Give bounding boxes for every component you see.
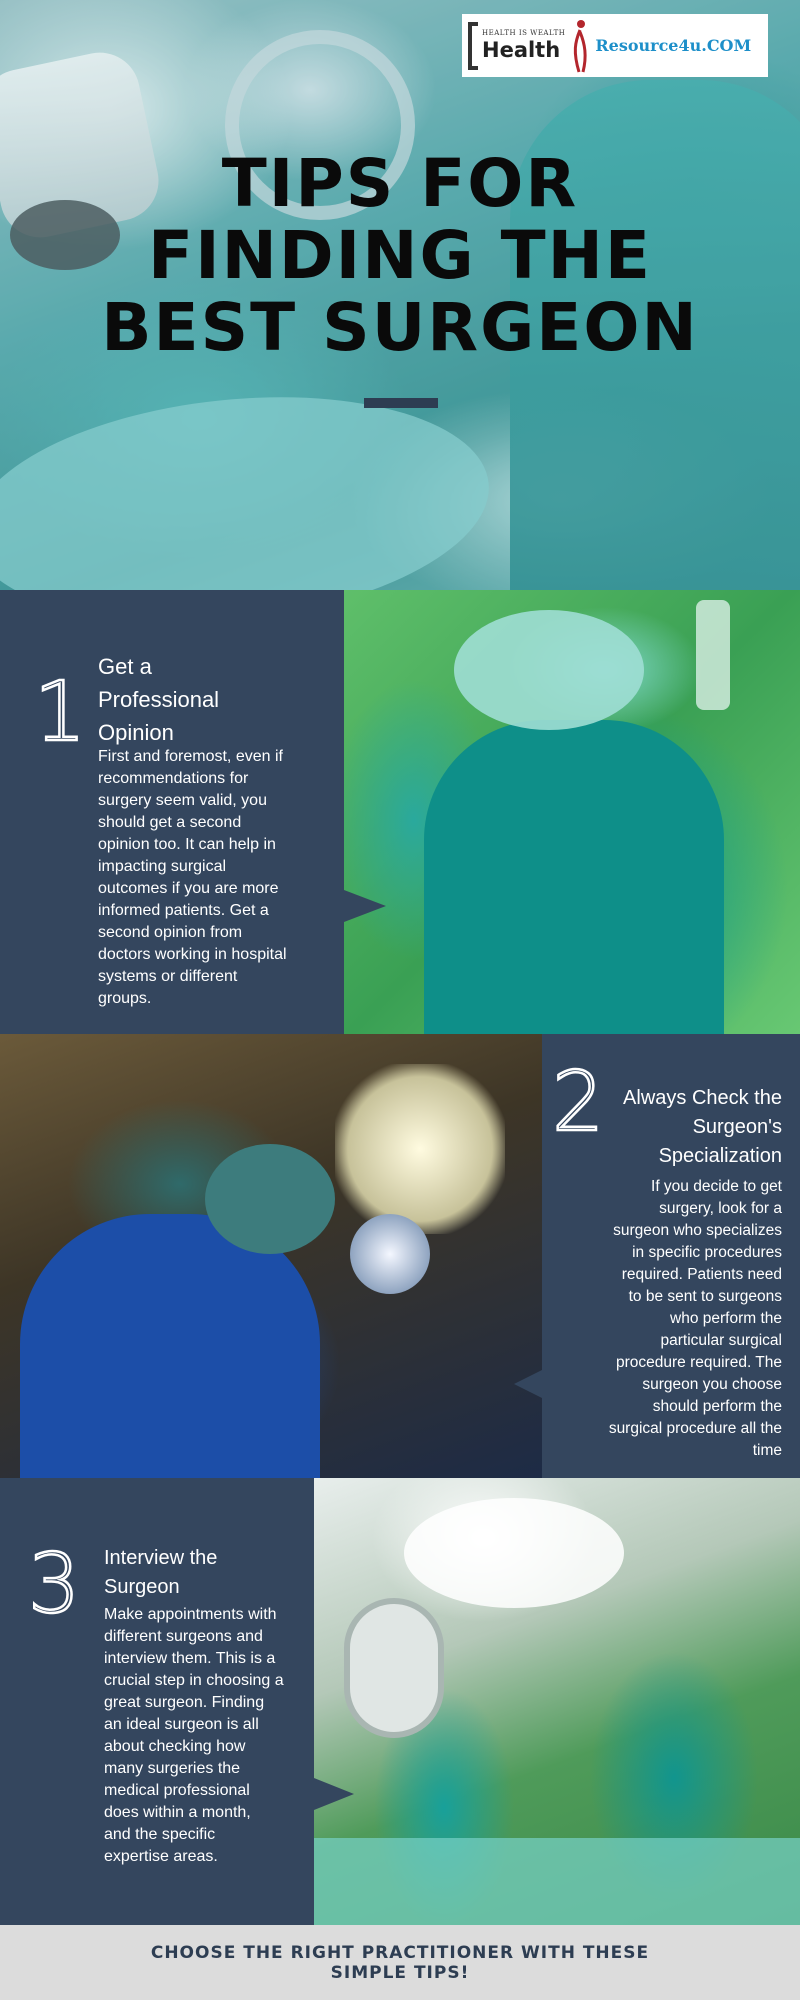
title-line: BEST SURGEON	[101, 289, 699, 366]
logo-brand-right: Resource4u.COM	[595, 36, 752, 55]
tip-2-photo-surgeons	[0, 1034, 542, 1478]
hero-banner	[0, 0, 800, 590]
title-line: TIPS FOR	[221, 145, 579, 222]
tip-3-photo-operating-room	[314, 1478, 800, 1925]
title-line: FINDING THE	[148, 217, 652, 294]
page-title	[0, 145, 800, 366]
tip-2-body: If you decide to get surgery, look for a surgeon who specializes in specific procedures required. Patients need to be sent to surgeons who perform the particular surgical procedure required. The surgeon you choose should perform the surgical procedure all the time	[608, 1178, 782, 1459]
tip-1-title: Get a Professional Opinion	[98, 654, 220, 745]
logo-bracket-icon	[468, 22, 478, 70]
logo-brand-left: Health	[482, 38, 561, 62]
tip-1-panel	[0, 590, 344, 1034]
tip-3-number: 3	[28, 1537, 81, 1632]
footer-banner	[0, 1925, 800, 2000]
tip-2-title: Always Check the Surgeon's Specialization	[623, 1087, 782, 1167]
tip-3-pointer-arrow	[314, 1778, 354, 1810]
tip-2-panel	[542, 1034, 800, 1478]
tip-3-panel	[0, 1478, 314, 1925]
tip-1-number: 1	[34, 665, 87, 760]
logo-tagline: HEALTH IS WEALTH	[482, 29, 566, 37]
tip-3-body: Make appointments with different surgeons and interview them. This is a crucial step in choosing a great surgeon. Finding an ideal surgeon is all about checking how many surgeries the medical professional does within a month, and the specific expertise areas.	[104, 1606, 284, 1865]
site-logo[interactable]	[462, 14, 768, 77]
tip-3-title: Interview the Surgeon	[104, 1547, 218, 1598]
iv-drip-bag	[696, 600, 730, 710]
tip-2-pointer-arrow	[514, 1370, 542, 1398]
tip-1-body: First and foremost, even if recommendations for surgery seem valid, you should get a second opinion too. It can help in impacting surgical outcomes if you are more informed patients. Get a second opinion from doctors working in hospital systems or different groups.	[98, 748, 287, 1007]
footer-tagline: CHOOSE THE RIGHT PRACTITIONER WITH THESE SIMPLE TIPS!	[150, 1942, 650, 1983]
person-figure-icon	[571, 18, 589, 74]
tip-2-number: 2	[552, 1055, 605, 1150]
tip-1-photo-surgeons	[344, 590, 800, 1034]
tip-1-pointer-arrow	[344, 890, 386, 922]
title-underline-bar	[364, 398, 438, 408]
